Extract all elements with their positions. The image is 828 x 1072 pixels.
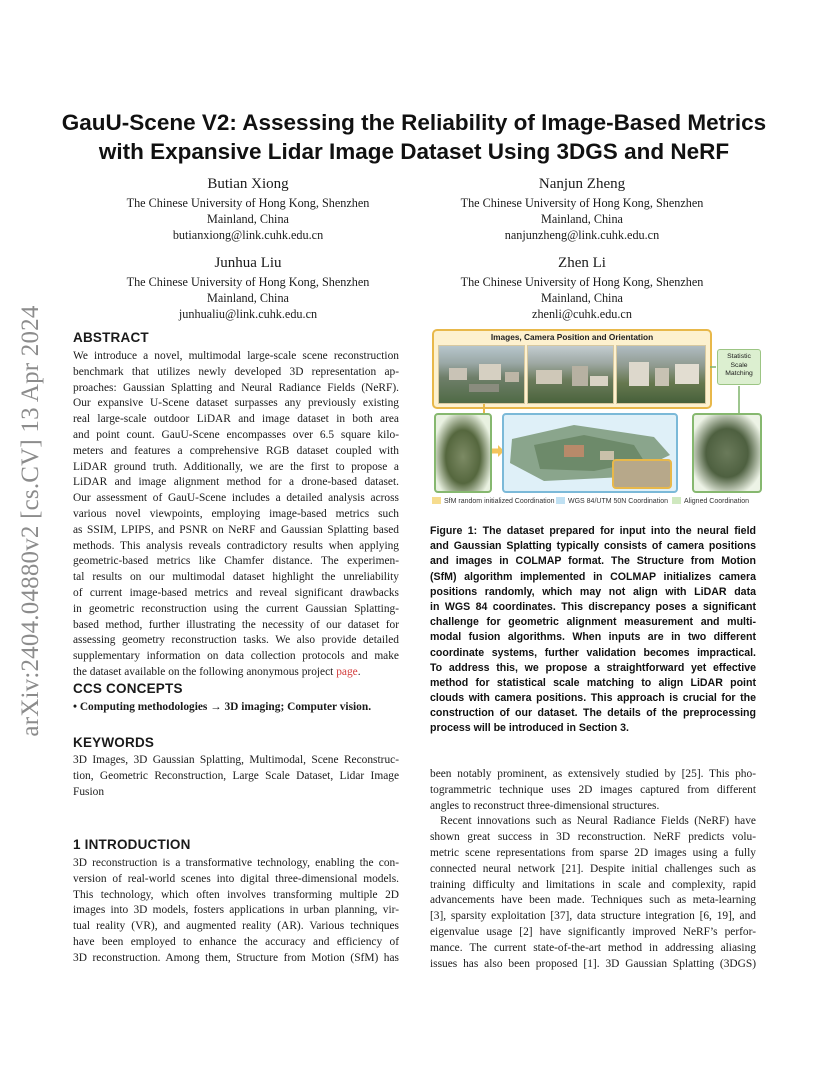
intro-line: shown great success in 3D reconstruction. NeRF predicts volu- (430, 831, 756, 844)
caption-line: positions randomly, which may not align with LiDAR data (430, 585, 756, 598)
intro-line: images into 3D models, fosters applications in urban planning, vir- (73, 904, 399, 917)
sfm-point-cloud (434, 413, 492, 493)
author-email[interactable]: butianxiong@link.cuhk.edu.cn (172, 228, 324, 242)
caption-line: in WGS 84 coordinates. This discrepancy poses a significant (430, 600, 756, 613)
legend-swatch (432, 497, 441, 504)
author-affiliation: The Chinese University of Hong Kong, Shenzhen (460, 196, 704, 210)
abstract-line: tal results on our multimodal dataset highlight the unreliability (73, 571, 399, 584)
abstract-text: . (357, 665, 361, 678)
intro-line: version of real-world scenes into digital three-dimensional models. (73, 872, 399, 885)
legend-item (556, 497, 668, 505)
title-line: with Expansive Lidar Image Dataset Using 3DGS and NeRF (98, 139, 730, 164)
abstract-line: LiDAR ground truth. Additionally, we are the first to propose a (73, 460, 399, 473)
abstract-heading: ABSTRACT (73, 330, 149, 345)
legend-label: WGS 84/UTM 50N Coordination (568, 498, 668, 505)
author-location: Mainland, China (541, 212, 623, 226)
author-block (98, 253, 398, 322)
abstract-line: based method, further illustrating the necessity of our dataset for (73, 618, 399, 631)
keywords-body (73, 753, 399, 800)
abstract-line: meters and features a comprehensive RGB dataset coupled with (73, 444, 399, 457)
author-location: Mainland, China (541, 291, 623, 305)
abstract-line: We introduce a novel, multimodal large-scale scene reconstruction (73, 350, 399, 362)
abstract-last-line (73, 665, 399, 681)
abstract-line: proaches: Gaussian Splatting and Neural Radiance Fields (NeRF). (73, 381, 399, 394)
intro-line: connected neural network [21]. Despite initial challenges such as (430, 862, 756, 875)
author-email[interactable]: junhualiu@link.cuhk.edu.cn (178, 307, 318, 321)
abstract-line: LiDAR and image alignment method for a drone-based dataset. (73, 476, 399, 489)
author-location: Mainland, China (207, 291, 289, 305)
project-page-link[interactable]: page (336, 665, 358, 678)
author-affiliation: The Chinese University of Hong Kong, Shenzhen (460, 275, 704, 289)
scale-box-line: Matching (725, 370, 753, 378)
abstract-line: various novel viewpoints, employing image-based metrics such (73, 507, 399, 520)
intro-line: tual reality (VR), and augmented reality (AR). Various techniques (73, 920, 399, 933)
legend-label: SfM random initialized Coordination (444, 498, 555, 505)
intro-left-body (73, 856, 399, 967)
author-block (98, 174, 398, 243)
intro-line: This technology, which often involves transforming multiple 2D (73, 888, 399, 901)
author-location: Mainland, China (207, 212, 289, 226)
intro-line: metric scene representations from sparse 2D images using a fully (430, 846, 756, 859)
abstract-line: of current image-based metrics and reveal significant drawbacks (73, 586, 399, 599)
caption-line: construction of our dataset. The details of the preprocessing (430, 707, 756, 720)
intro-line: issues has also been proposed [1]. 3D Gaussian Splatting (3DGS) (430, 957, 756, 970)
caption-line: (SfM) algorithm implemented in COLMAP initializes camera (430, 570, 756, 583)
abstract-body (73, 349, 399, 681)
abstract-line: assessing geometry reconstruction tasks. We also provide detailed (73, 634, 399, 647)
intro-line: advancements have been made. Techniques such as meta-learning (430, 894, 756, 907)
ccs-text (73, 700, 403, 716)
figure-1-caption (430, 524, 756, 737)
intro-right-body (430, 767, 756, 972)
intro-line: have been employed to enhance the accuracy and efficiency of (73, 935, 399, 948)
caption-line: and Gaussian Splatting typically consists of camera positions (430, 540, 756, 553)
author-name: Butian Xiong (207, 176, 289, 192)
abstract-text: the dataset available on the following anonymous project (73, 665, 337, 678)
keywords-line: tion, Geometric Reconstruction, Large Scale Dataset, Lidar Image (73, 769, 399, 782)
figure-header: Images, Camera Position and Orientation (490, 332, 654, 342)
caption-line: method for statistical scale matching to align LiDAR point (430, 676, 756, 689)
caption-line: challenge for geometric alignment measurement and multi- (430, 616, 756, 629)
title-line: GauU-Scene V2: Assessing the Reliability of Image-Based Metrics (61, 110, 767, 135)
abstract-line: and point count. GauU-Scene encompasses over 6.5 square kilo- (73, 428, 399, 441)
keywords-heading: KEYWORDS (73, 735, 155, 750)
author-name: Nanjun Zheng (538, 176, 626, 192)
author-block (432, 174, 732, 243)
abstract-line: real large-scale outdoor LiDAR and image dataset in both area (73, 413, 399, 426)
caption-line: and images in COLMAP format. The Structure from Motion (430, 555, 756, 568)
author-name: Junhua Liu (214, 255, 282, 271)
author-email[interactable]: nanjunzheng@link.cuhk.edu.cn (504, 228, 660, 242)
abstract-line: supplementary information on data collection protocols and make (73, 650, 399, 663)
aligned-inset (612, 459, 672, 489)
caption-line: coordinate systems, further validation becomes impractical. (430, 646, 756, 659)
abstract-line: benchmark that utilizes newly developed 3D representation ap- (73, 365, 399, 378)
abstract-line: Our assessment of GauU-Scene includes a detailed analysis across (73, 492, 399, 505)
intro-line: eigenvalue usage [2] have significantly improved NeRF’s perfor- (430, 925, 756, 938)
abstract-line: Our expansive U-Scene dataset surpasses any previously existing (73, 397, 399, 410)
intro-line: 3D reconstruction. Among them, Structure from Motion (SfM) has (73, 951, 399, 964)
intro-line: [3], sparsity exploitation [37], data structure integration [6, 19], and (430, 910, 756, 923)
intro-line: training difficulty and limitations in scale and complexity, rapid (430, 878, 756, 891)
ccs-heading: CCS CONCEPTS (73, 681, 183, 696)
legend-item (432, 497, 555, 505)
abstract-line: geometric-based metrics like Chamfer distance. The experimen- (73, 555, 399, 568)
keywords-line: Fusion (73, 785, 105, 798)
intro-line: been notably prominent, as extensively studied by [25]. This pho- (430, 768, 756, 780)
abstract-line: as SSIM, LPIPS, and PSNR on NeRF and Gaussian Splatting based (73, 523, 399, 536)
author-block (432, 253, 732, 322)
legend-item (672, 497, 749, 505)
figure-1 (432, 329, 762, 511)
abstract-line: in geometric reconstruction using the current Gaussian Splatting- (73, 602, 399, 615)
keywords-line: 3D Images, 3D Gaussian Splatting, Multimodal, Scene Reconstruc- (73, 754, 399, 766)
author-email[interactable]: zhenli@cuhk.edu.cn (532, 307, 632, 321)
author-affiliation: The Chinese University of Hong Kong, Shenzhen (126, 275, 370, 289)
author-affiliation: The Chinese University of Hong Kong, Shenzhen (126, 196, 370, 210)
paper-title (60, 108, 768, 166)
scale-box-line: Scale (730, 361, 748, 369)
legend-swatch (556, 497, 565, 504)
scale-box-line: Statistic (727, 353, 751, 360)
intro-line: angles to reconstruct three-dimensional structures. (430, 799, 660, 812)
intro-line: mance. The current state-of-the-art method in addressing aliasing (430, 941, 756, 954)
caption-line: To address this, we propose a straightforward yet effective (430, 661, 756, 674)
abstract-line: methods. This analysis reveals contradictory results when applying (73, 539, 399, 552)
intro-line: togrammetric technique uses 2D images captured from different (430, 783, 756, 796)
caption-line: clouds with camera positions. This approach is crucial for the (430, 692, 756, 705)
intro-line: Recent innovations such as Neural Radiance Fields (NeRF) have (440, 815, 756, 828)
intro-heading: 1 INTRODUCTION (73, 837, 191, 852)
intro-line: 3D reconstruction is a transformative technology, enabling the con- (73, 857, 399, 869)
aligned-point-cloud (692, 413, 762, 493)
caption-line: process will be introduced in Section 3. (430, 722, 629, 735)
caption-line: Figure 1: The dataset prepared for input into the neural field (430, 525, 756, 537)
caption-line: modal fusion algorithms. When inputs are in two different (430, 631, 756, 644)
author-name: Zhen Li (558, 255, 606, 271)
legend-swatch (672, 497, 681, 504)
legend-label: Aligned Coordination (684, 498, 749, 505)
arxiv-side-stamp (14, 286, 48, 756)
arxiv-id: arXiv:2404.04880v2 [cs.CV] 13 Apr 2024 (17, 305, 44, 737)
ccs-line: • Computing methodologies → 3D imaging; Computer vision. (73, 701, 372, 713)
